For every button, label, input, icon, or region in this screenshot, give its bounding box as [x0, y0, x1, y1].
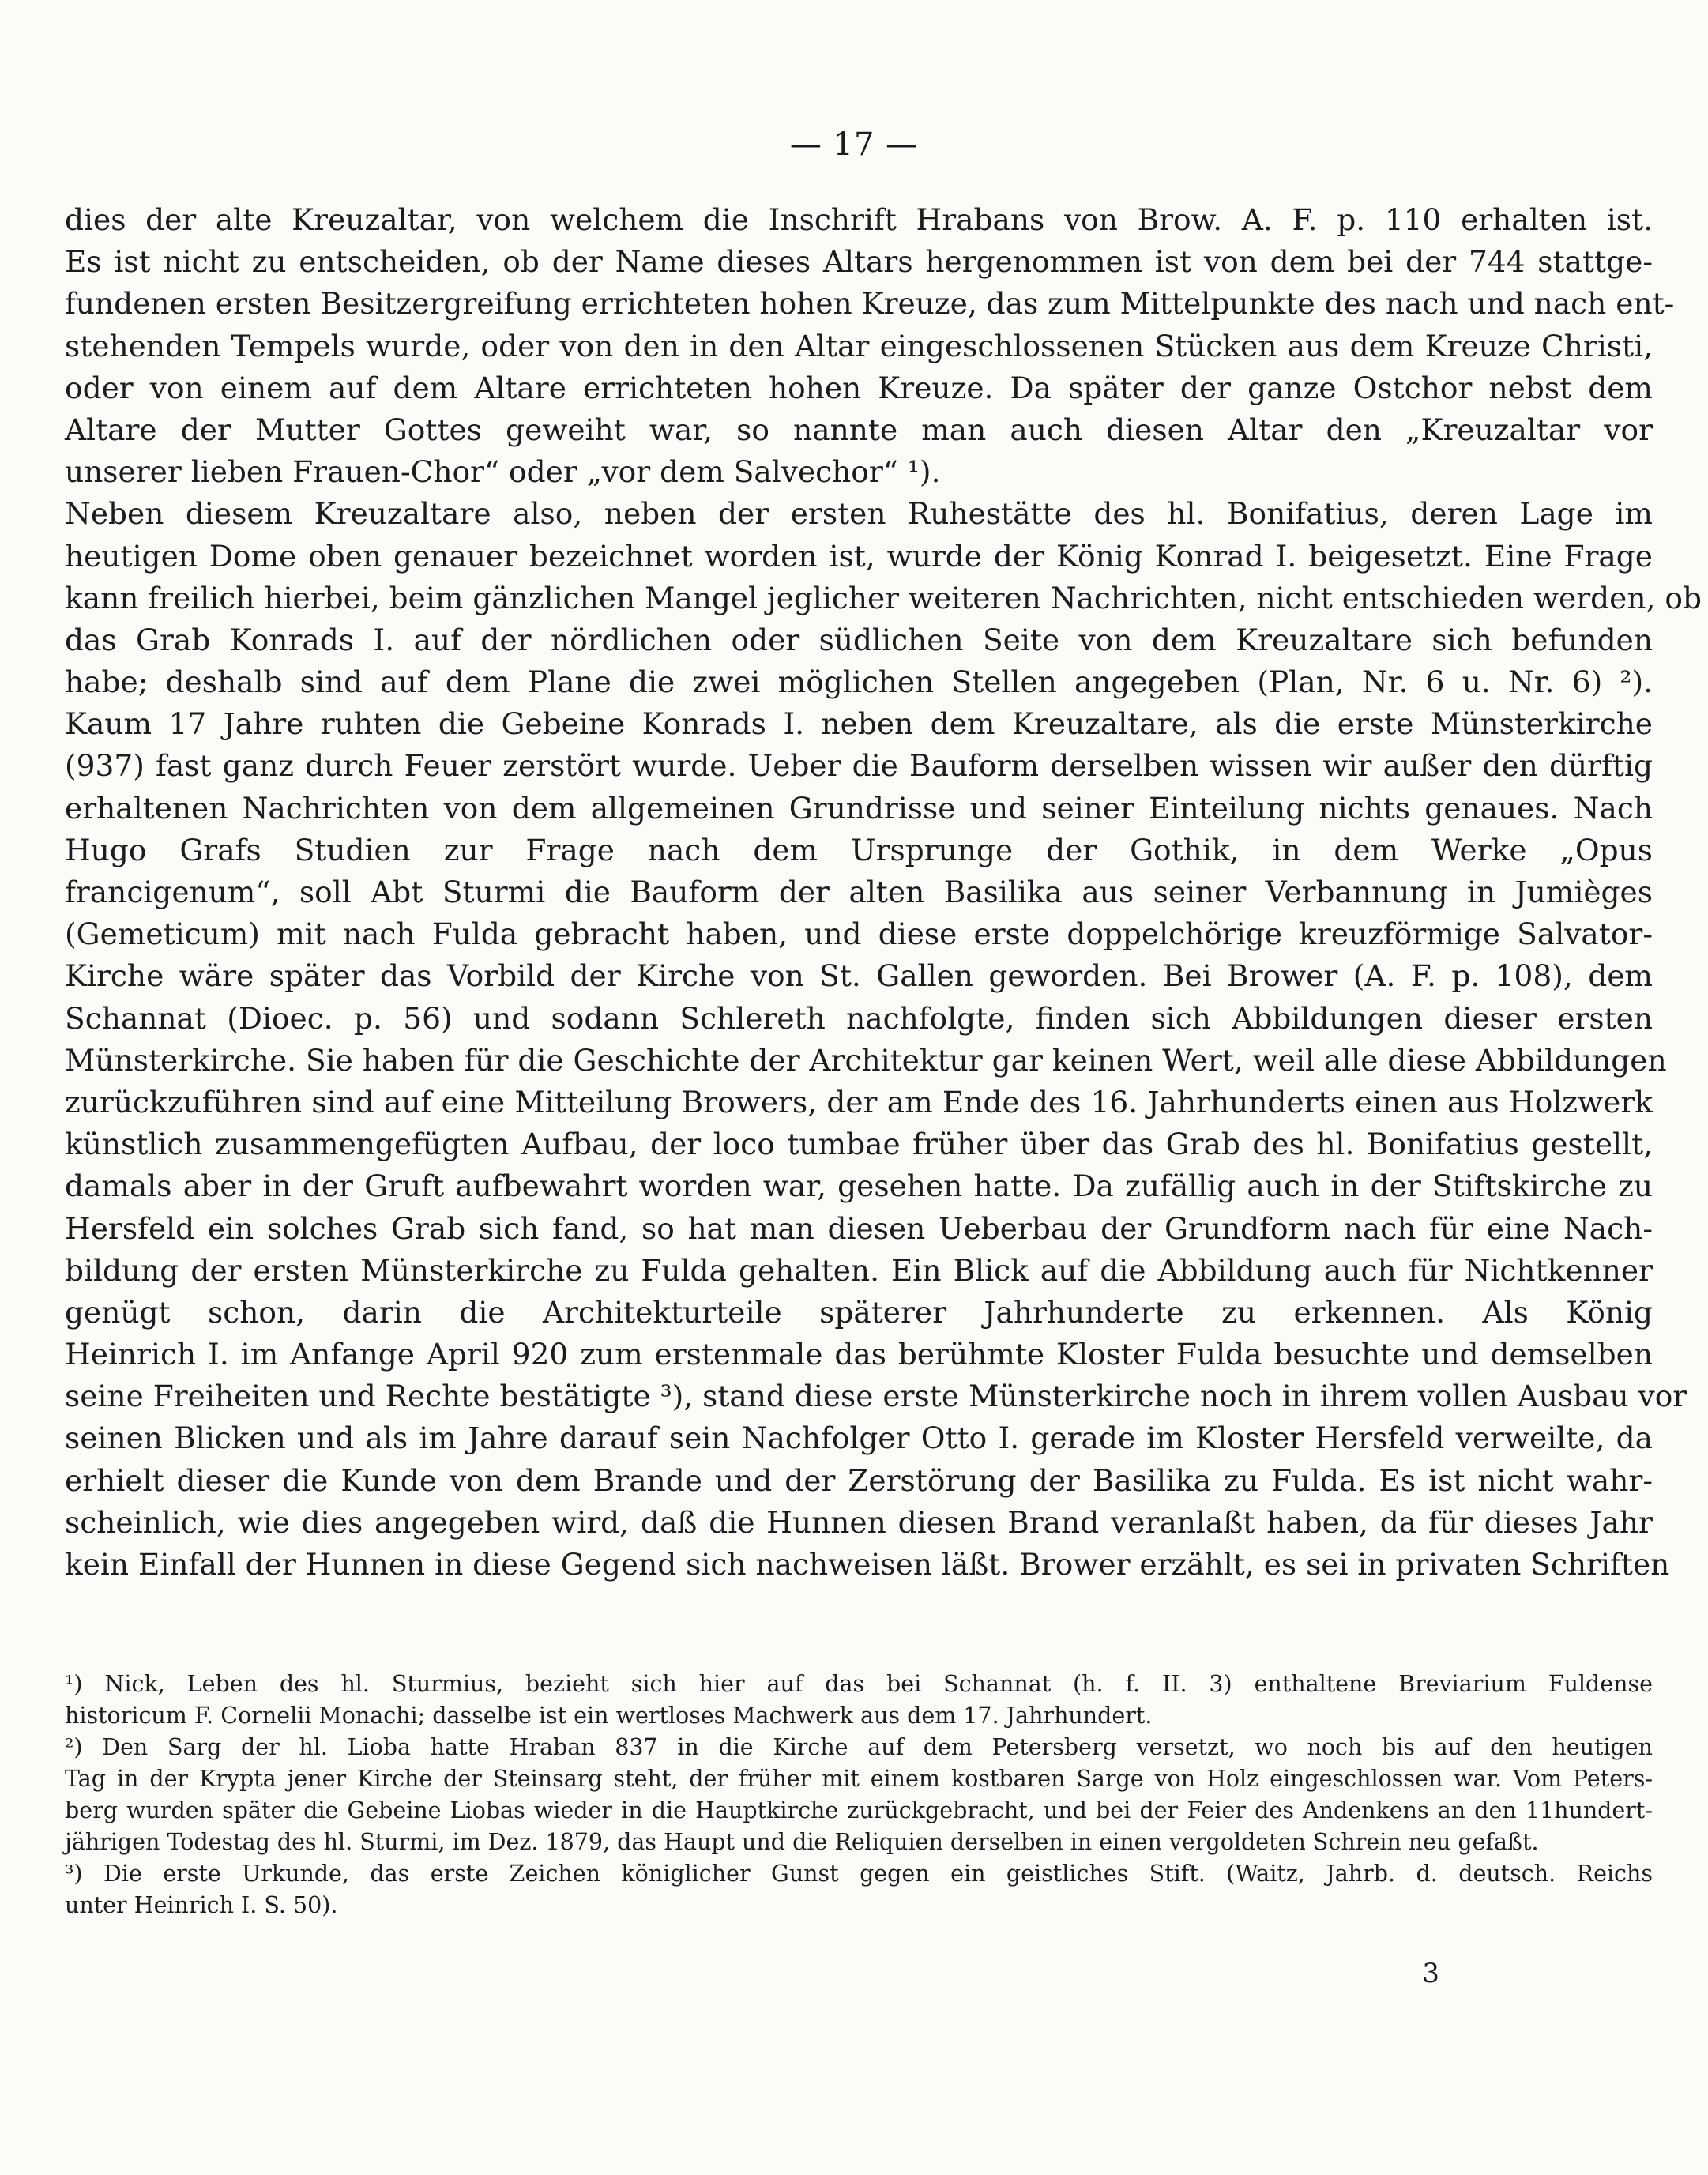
footnote-line: ³) Die erste Urkunde, das erste Zeichen königlicher Gunst gegen ein geistliches Stift. (Waitz, Jahrb. d. deutsch. Reichs	[65, 1861, 1653, 1887]
body-text-line: seine Freiheiten und Rechte bestätigte ³), stand diese erste Münsterkirche noch in ihrem vollen Ausbau vor	[65, 1379, 1687, 1414]
signature-mark: 3	[1422, 1958, 1439, 1989]
body-text-line: heutigen Dome oben genauer bezeichnet worden ist, wurde der König Konrad I. beigesetzt. Eine Frage	[65, 538, 1653, 574]
body-text-line: (937) fast ganz durch Feuer zerstört wurde. Ueber die Bauform derselben wissen wir außer den dürftig	[65, 748, 1653, 784]
body-text-line: Hersfeld ein solches Grab sich fand, so hat man diesen Ueberbau der Grundform nach für eine Nach-	[65, 1210, 1653, 1246]
body-text-line: Neben diesem Kreuzaltare also, neben der ersten Ruhestätte des hl. Bonifatius, deren Lage im	[65, 496, 1653, 532]
body-text-line: erhielt dieser die Kunde von dem Brande und der Zerstörung der Basilika zu Fulda. Es ist nicht wahr-	[65, 1462, 1653, 1498]
footnote-line: jährigen Todestag des hl. Sturmi, im Dez. 1879, das Haupt und die Reliquien derselben in einen vergoldeten Schrein neu gefaßt.	[65, 1829, 1539, 1855]
body-text	[65, 199, 1702, 1586]
body-text-line: stehenden Tempels wurde, oder von den in den Altar eingeschlossenen Stücken aus dem Kreuze Christi,	[65, 328, 1653, 363]
footnote-line: Tag in der Krypta jener Kirche der Steinsarg steht, der früher mit einem kostbaren Sarge von Holz eingeschlossen war. Vom Peters-	[65, 1766, 1653, 1792]
body-text-line: genügt schon, darin die Architekturteile späterer Jahrhunderte zu erkennen. Als König	[65, 1294, 1653, 1330]
body-text-line: oder von einem auf dem Altare errichteten hohen Kreuze. Da später der ganze Ostchor nebst dem	[65, 370, 1653, 405]
body-text-line: zurückzuführen sind auf eine Mitteilung Browers, der am Ende des 16. Jahrhunderts einen aus Holzwerk	[65, 1084, 1653, 1119]
body-text-line: kann freilich hierbei, beim gänzlichen Mangel jeglicher weiteren Nachrichten, nicht entschieden werden, ob	[65, 580, 1702, 615]
footnote-line: historicum F. Cornelii Monachi; dasselbe ist ein wertloses Machwerk aus dem 17. Jahrhundert.	[65, 1703, 1153, 1729]
body-text-line: dies der alte Kreuzaltar, von welchem die Inschrift Hrabans von Brow. A. F. p. 110 erhalten ist.	[65, 202, 1653, 237]
body-text-line: francigenum“, soll Abt Sturmi die Bauform der alten Basilika aus seiner Verbannung in Jumièges	[65, 875, 1653, 909]
footnote-line: berg wurden später die Gebeine Liobas wieder in die Hauptkirche zurückgebracht, und bei der Feier des Andenkens an den 11hundert-	[65, 1797, 1653, 1823]
body-text-line: Kaum 17 Jahre ruhten die Gebeine Konrads I. neben dem Kreuzaltare, als die erste Münsterkirche	[65, 706, 1653, 742]
body-text-line: seinen Blicken und als im Jahre darauf sein Nachfolger Otto I. gerade im Kloster Hersfeld verweilte, da	[65, 1421, 1653, 1456]
body-text-line: Heinrich I. im Anfange April 920 zum erstenmale das berühmte Kloster Fulda besuchte und demselben	[65, 1337, 1653, 1372]
body-text-line: (Gemeticum) mit nach Fulda gebracht haben, und diese erste doppelchörige kreuzförmige Salvator-	[65, 916, 1653, 952]
footnote-line: ²) Den Sarg der hl. Lioba hatte Hraban 837 in die Kirche auf dem Petersberg versetzt, wo noch bis auf den heutigen	[65, 1734, 1653, 1760]
body-text-line: scheinlich, wie dies angegeben wird, daß die Hunnen diesen Brand veranlaßt haben, da für dieses Jahr	[65, 1504, 1653, 1540]
body-text-line: das Grab Konrads I. auf der nördlichen oder südlichen Seite von dem Kreuzaltare sich befunden	[65, 622, 1653, 657]
body-text-line: Es ist nicht zu entscheiden, ob der Name dieses Altars hergenommen ist von dem bei der 744 stattge-	[65, 244, 1653, 280]
footnote-line: unter Heinrich I. S. 50).	[65, 1892, 338, 1918]
body-text-line: bildung der ersten Münsterkirche zu Fulda gehalten. Ein Blick auf die Abbildung auch für Nichtkenner	[65, 1252, 1653, 1288]
body-text-line: damals aber in der Gruft aufbewahrt worden war, gesehen hatte. Da zufällig auch in der Stiftskirche zu	[65, 1168, 1653, 1204]
body-text-line: künstlich zusammengefügten Aufbau, der loco tumbae früher über das Grab des hl. Bonifatius gestellt,	[65, 1127, 1653, 1162]
footnote-line: ¹) Nick, Leben des hl. Sturmius, bezieht sich hier auf das bei Schannat (h. f. II. 3) enthaltene Breviarium Fuldense	[65, 1671, 1653, 1697]
body-text-line: Altare der Mutter Gottes geweiht war, so nannte man auch diesen Altar den „Kreuzaltar vor	[65, 412, 1653, 447]
body-text-line: Münsterkirche. Sie haben für die Geschichte der Architektur gar keinen Wert, weil alle diese Abbildungen	[65, 1042, 1667, 1078]
body-text-line: Kirche wäre später das Vorbild der Kirche von St. Gallen geworden. Bei Brower (A. F. p. 108), dem	[65, 958, 1653, 994]
body-text-line: Hugo Grafs Studien zur Frage nach dem Ursprunge der Gothik, in dem Werke „Opus	[65, 832, 1653, 867]
body-text-line: unserer lieben Frauen-Chor“ oder „vor dem Salvechor“ ¹).	[65, 454, 941, 490]
body-text-line: Schannat (Dioec. p. 56) und sodann Schlereth nachfolgte, finden sich Abbildungen dieser ersten	[65, 1000, 1653, 1036]
body-text-line: kein Einfall der Hunnen in diese Gegend sich nachweisen läßt. Brower erzählt, es sei in privaten Schriften	[65, 1547, 1670, 1582]
body-text-line: fundenen ersten Besitzergreifung errichteten hohen Kreuze, das zum Mittelpunkte des nach und nach ent-	[65, 286, 1675, 322]
body-text-line: habe; deshalb sind auf dem Plane die zwei möglichen Stellen angegeben (Plan, Nr. 6 u. Nr. 6) ²).	[65, 664, 1653, 700]
page-number: — 17 —	[789, 126, 919, 163]
footnotes	[65, 1669, 1653, 1921]
body-text-line: erhaltenen Nachrichten von dem allgemeinen Grundrisse und seiner Einteilung nichts genaues. Nach	[65, 790, 1653, 826]
